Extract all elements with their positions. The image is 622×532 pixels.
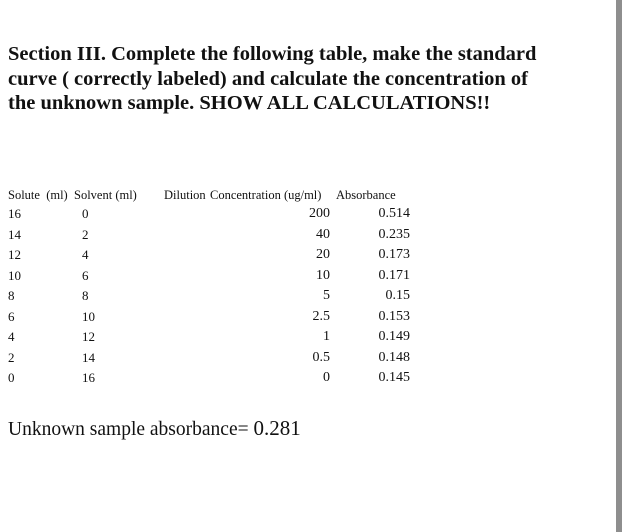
cell-absorbance: 0.149 [378,329,410,345]
cell-solute: 14 [8,226,21,242]
cell-absorbance: 0.148 [378,349,410,365]
table-row [8,327,418,348]
cell-concentration: 1 [323,329,330,345]
unknown-absorbance [8,416,301,441]
cell-concentration: 20 [316,247,330,263]
cell-dilution [164,245,210,266]
cell-concentration: 10 [316,267,330,283]
cell-concentration: 200 [309,206,330,222]
cell-solvent: 10 [82,308,95,324]
cell-dilution [164,286,210,307]
cell-dilution [164,204,210,225]
cell-dilution [164,225,210,246]
cell-solvent: 0 [82,206,89,222]
cell-dilution [164,368,210,389]
cell-solute: 10 [8,267,21,283]
cell-solute: 2 [8,349,15,365]
table-row [8,348,418,369]
cell-solvent: 2 [82,226,89,242]
table-row [8,307,418,328]
header-concentration: Concentration (ug/ml) [210,187,322,202]
cell-absorbance: 0.15 [385,288,410,304]
cell-dilution [164,266,210,287]
cell-solute: 0 [8,370,15,386]
unknown-value: 0.281 [253,416,301,440]
cell-absorbance: 0.514 [378,206,410,222]
instructions-line: the unknown sample. SHOW ALL CALCULATIONS!! [8,92,491,114]
cell-solute: 6 [8,308,15,324]
cell-concentration: 5 [323,288,330,304]
table-row [8,245,418,266]
cell-dilution [164,348,210,369]
unknown-label: Unknown sample absorbance= [8,419,249,440]
table-row [8,204,418,225]
cell-solvent: 14 [82,349,95,365]
cell-absorbance: 0.173 [378,247,410,263]
cell-dilution [164,327,210,348]
cell-concentration: 0.5 [312,349,330,365]
cell-solute: 4 [8,329,15,345]
table-header-row [8,186,418,204]
header-absorbance: Absorbance [336,187,396,202]
header-dilution: Dilution [164,187,206,202]
instructions-line: Section III. Complete the following table, make the standard [8,43,537,65]
cell-dilution [164,307,210,328]
cell-solvent: 4 [82,247,89,263]
header-solvent: Solvent (ml) [74,187,137,202]
instructions-heading [8,42,568,116]
instructions-line: curve ( correctly labeled) and calculate the concentration of [8,67,528,90]
cell-solvent: 12 [82,329,95,345]
cell-absorbance: 0.145 [378,370,410,386]
cell-absorbance: 0.171 [378,267,410,283]
cell-absorbance: 0.153 [378,308,410,324]
header-solute: Solute (ml) [8,187,68,202]
table-row [8,225,418,246]
cell-solute: 12 [8,247,21,263]
cell-solvent: 8 [82,288,89,304]
table-row [8,286,418,307]
cell-solvent: 16 [82,370,95,386]
table-row [8,266,418,287]
cell-absorbance: 0.235 [378,226,410,242]
cell-solute: 16 [8,206,21,222]
dilution-table [8,186,418,389]
cell-concentration: 0 [323,370,330,386]
cell-concentration: 2.5 [312,308,330,324]
cell-concentration: 40 [316,226,330,242]
cell-solute: 8 [8,288,15,304]
window-edge-bar [616,0,622,532]
cell-solvent: 6 [82,267,89,283]
table-row [8,368,418,389]
